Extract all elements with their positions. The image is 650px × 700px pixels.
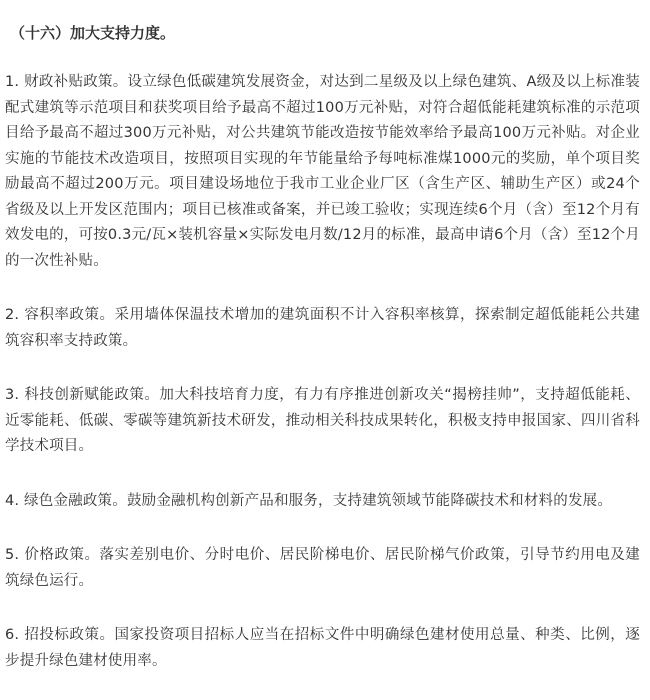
paragraph-tech-innovation: 3. 科技创新赋能政策。加大科技培育力度，有力有序推进创新攻关“揭榜挂帅”，支持超低能耗、近零能耗、低碳、零碳等建筑新技术研发，推动相关科技成果转化，积极支持申报国家、四川省科学技术项目。: [5, 387, 640, 454]
paragraph-financial-subsidy: 1. 财政补贴政策。设立绿色低碳建筑发展资金，对达到二星级及以上绿色建筑、A级及以上标准装配式建筑等示范项目和获奖项目给予最高不超过100万元补贴，对符合超低能耗建筑标准的示范项目给予最高不超过300万元补贴，对公共建筑节能改造按节能效率给予最高100万元补贴。对企业实施的节能技术改造项目，按照项目实现的年节能量给予每吨标准煤1000元的奖励，单个项目奖励最高不超过200万元。项目建设场地位于我市工业企业厂区（含生产区、辅助生产区）或24个省级及以上开发区范围内；项目已核准或备案，并已竣工验收；实现连续6个月（含）至12个月有效发电的，可按0.3元/瓦×装机容量×实际发电月数/12月的标准，最高申请6个月（含）至12个月的一次性补贴。: [5, 74, 640, 269]
paragraph-bidding: 6. 招投标政策。国家投资项目招标人应当在招标文件中明确绿色建材使用总量、种类、比例，逐步提升绿色建材使用率。: [5, 627, 640, 669]
paragraph-green-finance: 4. 绿色金融政策。鼓励金融机构创新产品和服务，支持建筑领域节能降碳技术和材料的发展。: [5, 492, 613, 509]
paragraph-floor-area-ratio: 2. 容积率政策。采用墙体保温技术增加的建筑面积不计入容积率核算，探索制定超低能耗公共建筑容积率支持政策。: [5, 307, 640, 349]
section-heading: （十六）加大支持力度。: [10, 24, 176, 42]
paragraph-pricing: 5. 价格政策。落实差别电价、分时电价、居民阶梯电价、居民阶梯气价政策，引导节约用电及建筑绿色运行。: [5, 547, 640, 589]
